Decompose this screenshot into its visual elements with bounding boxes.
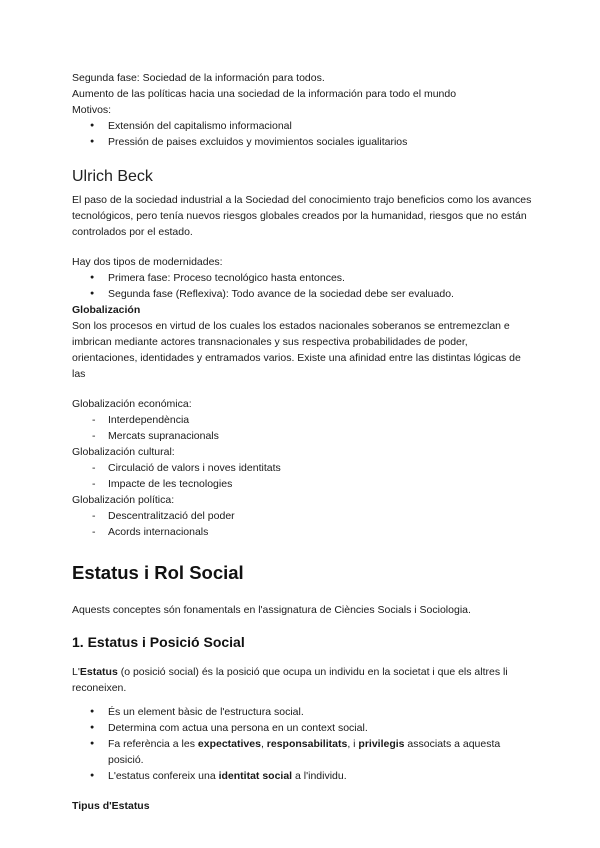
list-item: ● Extensión del capitalismo informacional bbox=[72, 118, 532, 134]
econ-label: Globalización económica: bbox=[72, 398, 192, 410]
modernities-list bbox=[72, 270, 532, 302]
modernities-intro: Hay dos tipos de modernidades: bbox=[72, 256, 223, 268]
list-item: ● És un element bàsic de l'estructura social. bbox=[72, 704, 532, 720]
beck-paragraph: El paso de la sociedad industrial a la Sociedad del conocimiento trajo beneficios como los avances tecnológicos, pero tenía nuevos riesgos globales creados por la humanidad, riesgos que no están controlados por el estado. bbox=[72, 194, 532, 238]
list-item: - Descentralització del poder bbox=[72, 508, 532, 524]
tipus-estatus-title: Tipus d'Estatus bbox=[72, 800, 150, 812]
list-item: - Mercats supranacionals bbox=[72, 428, 532, 444]
list-item: ● Determina com actua una persona en un context social. bbox=[72, 720, 532, 736]
cult-list bbox=[72, 460, 532, 492]
globalization-paragraph: Son los procesos en virtud de los cuales los estados nacionales soberanos se entremezclan e imbrican mediante actores transnacionales y sus respectiva probabilidades de poder, orientaciones, identidades y entramados varios. Existe una afinidad entre las distintas lógicas de las bbox=[72, 320, 521, 380]
cult-label: Globalización cultural: bbox=[72, 446, 175, 458]
motives-list bbox=[72, 118, 532, 150]
intro-line-2: Aumento de las políticas hacia una sociedad de la información para todo el mundo bbox=[72, 88, 457, 100]
pol-label: Globalización política: bbox=[72, 494, 175, 506]
document-page bbox=[72, 70, 532, 814]
econ-list bbox=[72, 412, 532, 444]
estatus-definition: L'Estatus (o posició social) és la posició que ocupa un individu en la societat i que els altres li reconeixen. bbox=[72, 666, 508, 694]
list-item: - Impacte de les tecnologies bbox=[72, 476, 532, 492]
list-item: ● L'estatus confereix una identitat social a l'individu. bbox=[72, 768, 532, 784]
section-1-title: 1. Estatus i Posició Social bbox=[72, 634, 245, 650]
estatus-list bbox=[72, 704, 532, 784]
pol-list bbox=[72, 508, 532, 540]
list-item: - Circulació de valors i noves identitats bbox=[72, 460, 532, 476]
intro-line-1: Segunda fase: Sociedad de la información para todos. bbox=[72, 72, 325, 84]
estatus-intro: Aquests conceptes són fonamentals en l'assignatura de Ciències Socials i Sociologia. bbox=[72, 604, 471, 616]
beck-heading: Ulrich Beck bbox=[72, 168, 153, 185]
list-item: ● Primera fase: Proceso tecnológico hasta entonces. bbox=[72, 270, 532, 286]
list-item: ● Segunda fase (Reflexiva): Todo avance de la sociedad debe ser evaluado. bbox=[72, 286, 532, 302]
globalization-title: Globalización bbox=[72, 304, 141, 316]
list-item: - Acords internacionals bbox=[72, 524, 532, 540]
list-item: - Interdependència bbox=[72, 412, 532, 428]
list-item: ● Pressión de paises excluidos y movimientos sociales igualitarios bbox=[72, 134, 532, 150]
list-item: ● Fa referència a les expectatives, responsabilitats, i privilegis associats a aquesta posició. bbox=[72, 736, 532, 768]
estatus-title: Estatus i Rol Social bbox=[72, 562, 244, 583]
intro-line-3: Motivos: bbox=[72, 104, 112, 116]
